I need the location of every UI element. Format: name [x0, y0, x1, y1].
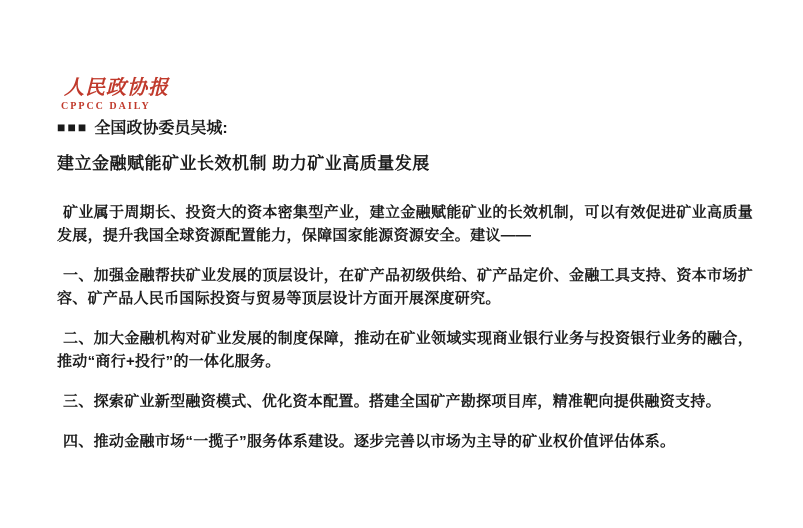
- kicker-text: 全国政协委员吴城:: [94, 120, 228, 137]
- cppcc-daily-logo-subtitle: CPPCC DAILY: [61, 101, 151, 112]
- article-paragraph-point-3: 三、探索矿业新型融资模式、优化资本配置。搭建全国矿产勘探项目库，精准靶向提供融资支持。: [63, 393, 721, 410]
- black-squares-icon: ■■■: [57, 119, 89, 135]
- article-page: [57, 76, 753, 470]
- article-paragraph-point-2: 二、加大金融机构对矿业发展的制度保障，推动在矿业领域实现商业银行业务与投资银行业务的融合，推动“商行+投行”的一体化服务。: [57, 330, 753, 370]
- article-kicker: [57, 117, 753, 139]
- article-paragraph-point-4: 四、推动金融市场“一揽子”服务体系建设。逐步完善以市场为主导的矿业权价值评估体系。: [63, 433, 676, 450]
- article-title: 建立金融赋能矿业长效机制 助力矿业高质量发展: [57, 154, 430, 173]
- article-paragraph-intro: 矿业属于周期长、投资大的资本密集型产业，建立金融赋能矿业的长效机制，可以有效促进矿业高质量发展，提升我国全球资源配置能力，保障国家能源资源安全。建议——: [57, 204, 753, 244]
- masthead: [57, 76, 753, 112]
- article-paragraph-point-1: 一、加强金融帮扶矿业发展的顶层设计，在矿产品初级供给、矿产品定价、金融工具支持、资本市场扩容、矿产品人民币国际投资与贸易等顶层设计方面开展深度研究。: [57, 267, 753, 307]
- cppcc-daily-logo: 人民政协报: [64, 75, 169, 99]
